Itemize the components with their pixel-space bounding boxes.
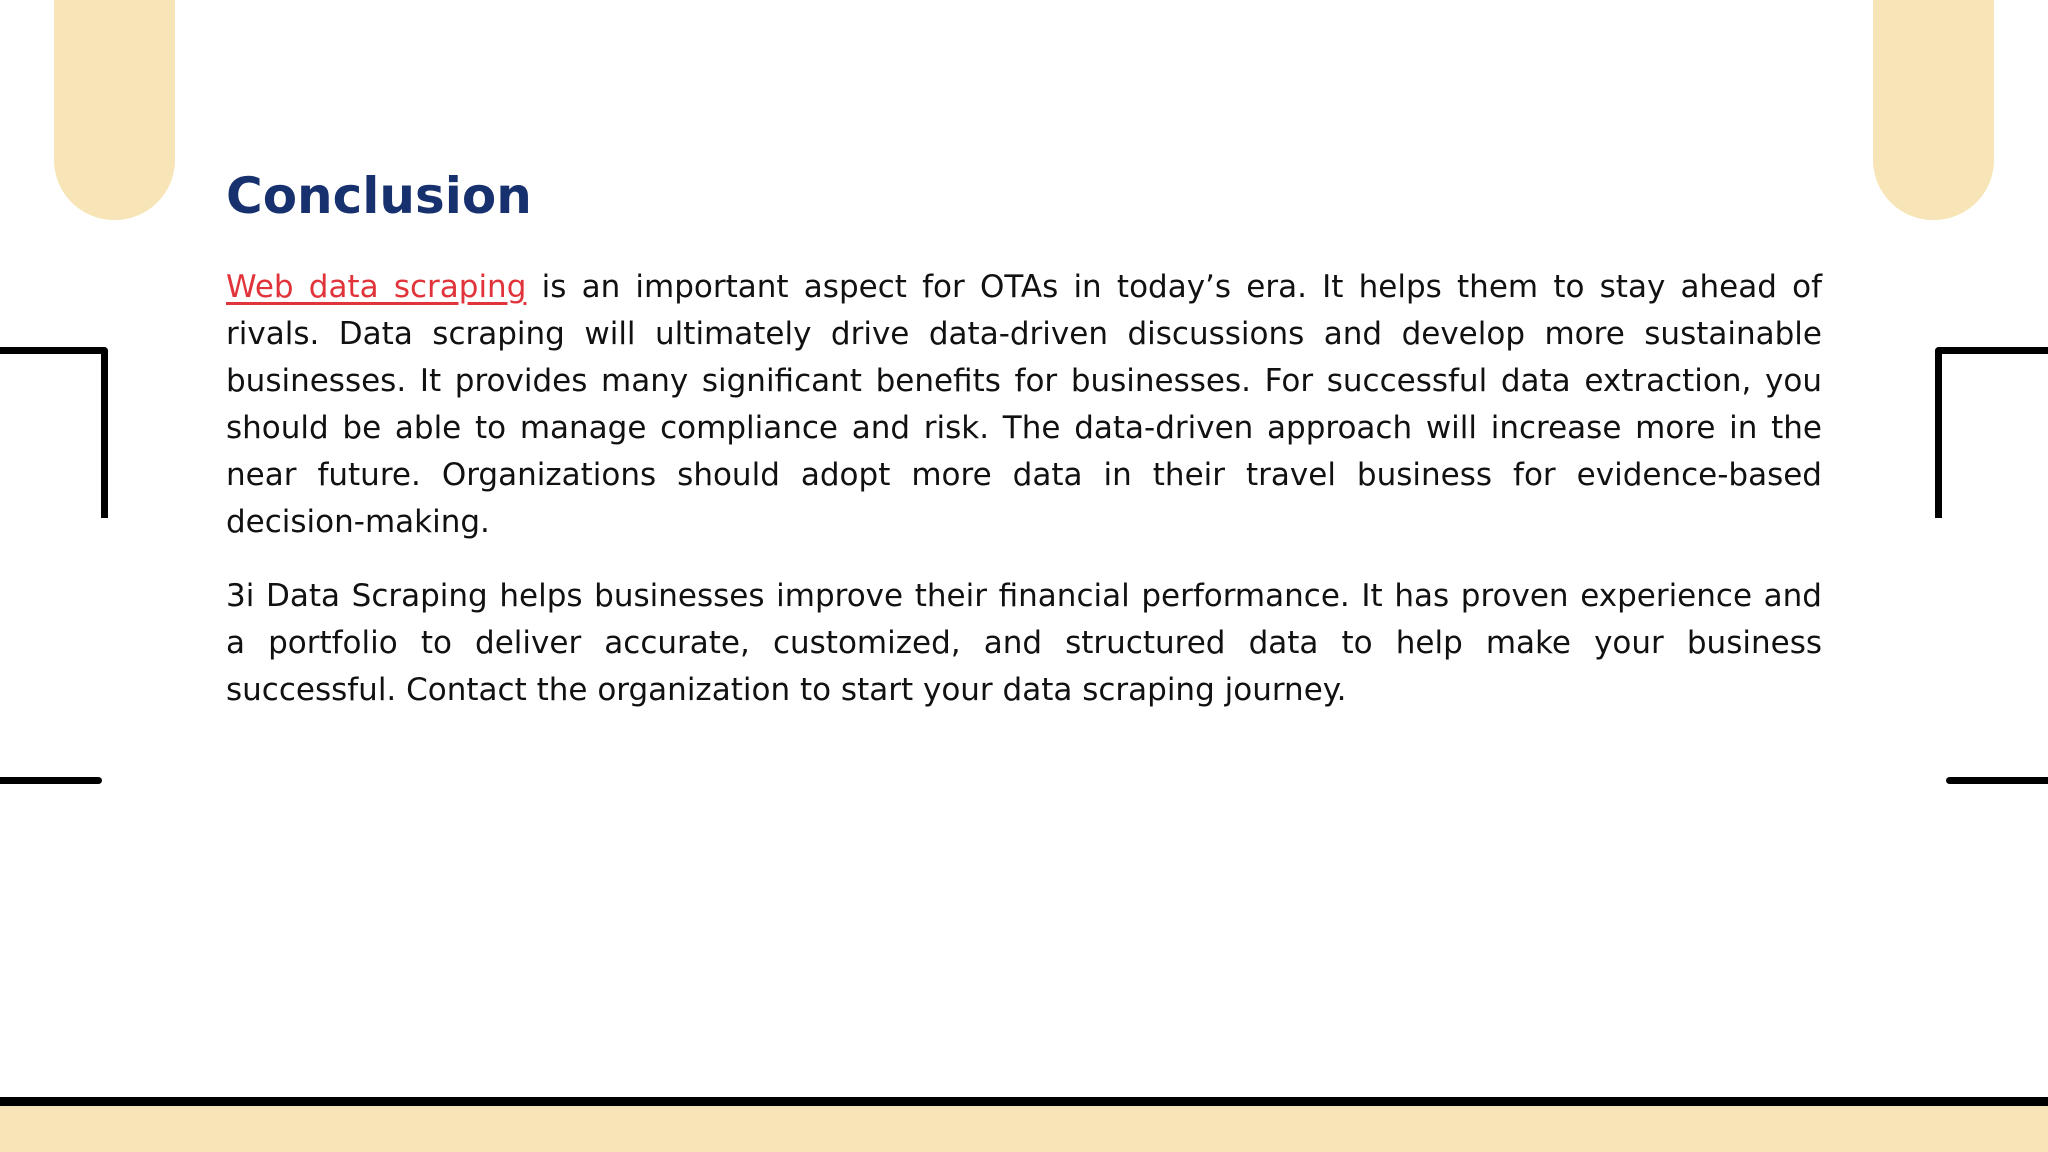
web-data-scraping-link[interactable]: Web data scraping xyxy=(226,269,527,305)
decorative-bracket-left-top xyxy=(0,347,108,518)
slide-title: Conclusion xyxy=(226,167,532,225)
conclusion-paragraph-2: 3i Data Scraping helps businesses improve their financial performance. It has proven experience and a portfolio to deliver accurate, customized, and structured data to help make your business successful. Contact the organization to start your data scraping journey. xyxy=(226,578,1822,708)
footer-band xyxy=(0,1106,2048,1152)
conclusion-paragraph-1 xyxy=(226,264,1822,546)
decorative-bracket-left-bottom xyxy=(0,777,102,784)
decorative-pill-right xyxy=(1873,0,1994,220)
footer-divider xyxy=(0,1097,2048,1106)
decorative-bracket-right-top xyxy=(1935,347,2048,518)
decorative-pill-left xyxy=(54,0,175,220)
slide-content xyxy=(226,160,1822,741)
decorative-bracket-right-bottom xyxy=(1946,777,2048,784)
paragraph-1-text: is an important aspect for OTAs in today’s era. It helps them to stay ahead of rivals. Data scraping will ultimately drive data-driven discussions and develop more sustainable businesses. It provides many significant benefits for businesses. For successful data extraction, you should be able to manage compliance and risk. The data-driven approach will increase more in the near future. Organizations should adopt more data in their travel business for evidence-based decision-making. xyxy=(226,269,1822,540)
